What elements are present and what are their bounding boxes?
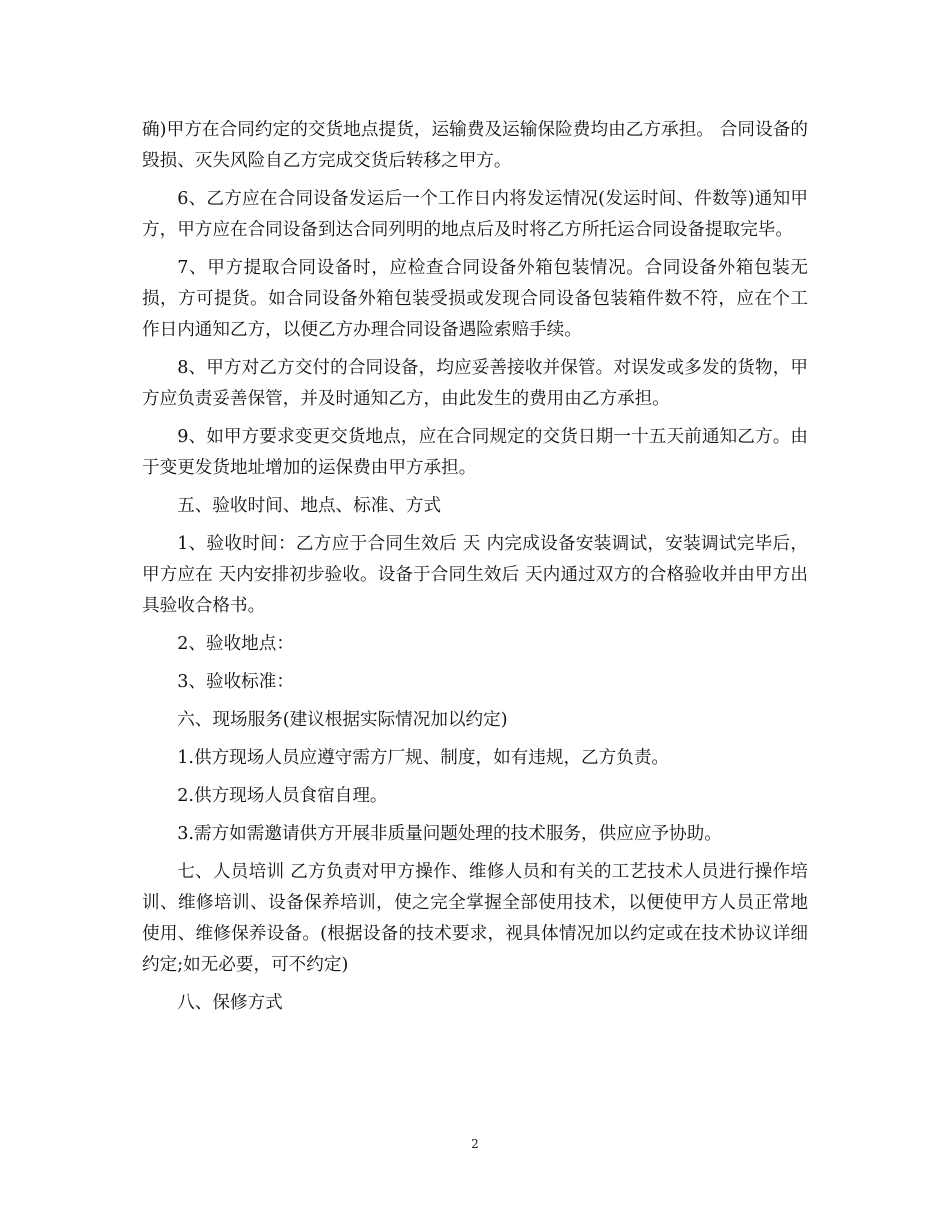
document-body <box>142 115 808 1026</box>
paragraph-acceptance-time: 1、验收时间：乙方应于合同生效后 天 内完成设备安装调试，安装调试完毕后，甲方应在 天内安排初步验收。设备于合同生效后 天内通过双方的合格验收并由甲方出具验收合格书。 <box>142 534 808 616</box>
paragraph-item-7-package-inspection: 7、甲方提取合同设备时，应检查合同设备外箱包装情况。合同设备外箱包装无损，方可提货。如合同设备外箱包装受损或发现合同设备包装箱件数不符，应在个工作日内通知乙方，以便乙方办理合同设备遇险索赔手续。 <box>142 258 808 340</box>
paragraph-acceptance-location: 2、验收地点： <box>177 634 294 654</box>
paragraph-delivery-risk: 确)甲方在合同约定的交货地点提货，运输费及运输保险费均由乙方承担。 合同设备的毁损、灭失风险自乙方完成交货后转移之甲方。 <box>142 120 808 171</box>
paragraph-acceptance-standard: 3、验收标准： <box>177 672 294 692</box>
section-heading-acceptance: 五、验收时间、地点、标准、方式 <box>177 496 442 516</box>
paragraph-onsite-rule-3: 3.需方如需邀请供方开展非质量问题处理的技术服务，供应应予协助。 <box>177 824 722 844</box>
paragraph-item-8-custody: 8、甲方对乙方交付的合同设备，均应妥善接收并保管。对误发或多发的货物，甲方应负责妥善保管，并及时通知乙方，由此发生的费用由乙方承担。 <box>142 358 808 409</box>
paragraph-item-6-shipment-notice: 6、乙方应在合同设备发运后一个工作日内将发运情况(发运时间、件数等)通知甲方，甲方应在合同设备到达合同列明的地点后及时将乙方所托运合同设备提取完毕。 <box>142 189 808 240</box>
paragraph-onsite-rule-2: 2.供方现场人员食宿自理。 <box>177 786 388 806</box>
section-heading-warranty: 八、保修方式 <box>177 993 283 1013</box>
paragraph-onsite-rule-1: 1.供方现场人员应遵守需方厂规、制度，如有违规，乙方负责。 <box>177 748 670 768</box>
section-training: 七、人员培训 乙方负责对甲方操作、维修人员和有关的工艺技术人员进行操作培训、维修培训、设备保养培训，使之完全掌握全部使用技术，以便使甲方人员正常地使用、维修保养设备。(根据设备的技术要求，视具体情况加以约定或在技术协议详细约定;如无必要，可不约定) <box>142 862 808 975</box>
paragraph-item-9-location-change: 9、如甲方要求变更交货地点，应在合同规定的交货日期一十五天前通知乙方。由于变更发货地址增加的运保费由甲方承担。 <box>142 427 808 478</box>
page-number: 2 <box>471 1137 479 1151</box>
section-heading-onsite-service: 六、现场服务(建议根据实际情况加以约定) <box>177 710 508 730</box>
